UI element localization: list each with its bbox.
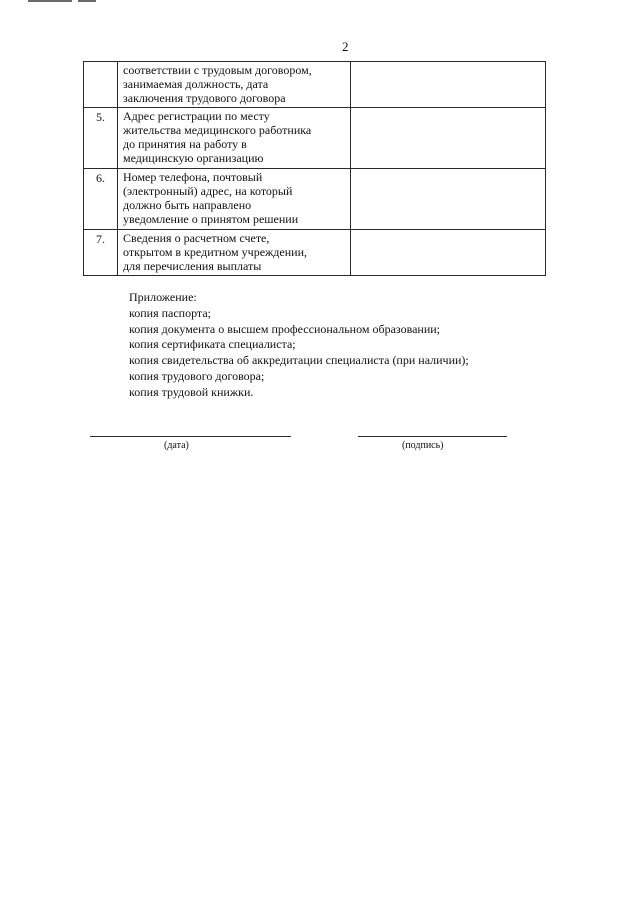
row-description — [118, 62, 351, 108]
appendix-item: копия документа о высшем профессиональном образовании; — [129, 321, 440, 336]
row-number — [84, 62, 118, 108]
table-row — [84, 62, 546, 108]
appendix-heading: Приложение: — [129, 290, 197, 304]
table-row — [84, 230, 546, 276]
row-description — [118, 230, 351, 276]
description-line: медицинскую организацию — [123, 151, 264, 165]
date-line — [90, 436, 291, 437]
description-line: Номер телефона, почтовый — [123, 170, 263, 184]
description-line: заключения трудового договора — [123, 91, 286, 105]
appendix-item: копия паспорта; — [129, 305, 211, 320]
table-row — [84, 169, 546, 230]
description-line: соответствии с трудовым договором, — [123, 63, 312, 77]
row-number: 6. — [84, 169, 118, 230]
description-line: занимаемая должность, дата — [123, 77, 269, 91]
row-description — [118, 169, 351, 230]
row-number: 7. — [84, 230, 118, 276]
description-line: Сведения о расчетном счете, — [123, 231, 270, 245]
row-value — [351, 108, 546, 169]
appendix-item: копия трудового договора; — [129, 368, 265, 383]
row-description — [118, 108, 351, 169]
appendix-block — [129, 290, 469, 401]
row-value — [351, 62, 546, 108]
appendix-item: копия трудовой книжки. — [129, 384, 254, 399]
description-line: уведомление о принятом решении — [123, 212, 299, 226]
description-line: Адрес регистрации по месту — [123, 109, 270, 123]
form-table — [83, 61, 546, 276]
description-line: для перечисления выплаты — [123, 259, 262, 273]
table-row — [84, 108, 546, 169]
description-line: до принятия на работу в — [123, 137, 247, 151]
signature-label: (подпись) — [402, 440, 444, 451]
page-number: 2 — [342, 39, 349, 54]
description-line: открытом в кредитном учреждении, — [123, 245, 308, 259]
appendix-item: копия сертификата специалиста; — [129, 337, 296, 352]
description-line: (электронный) адрес, на который — [123, 184, 293, 198]
appendix-item: копия свидетельства об аккредитации специалиста (при наличии); — [129, 353, 469, 368]
signature-line — [358, 436, 507, 437]
row-value — [351, 169, 546, 230]
description-line: жительства медицинского работника — [123, 123, 312, 137]
date-label: (дата) — [164, 440, 189, 451]
row-value — [351, 230, 546, 276]
row-number: 5. — [84, 108, 118, 169]
description-line: должно быть направлено — [123, 198, 252, 212]
